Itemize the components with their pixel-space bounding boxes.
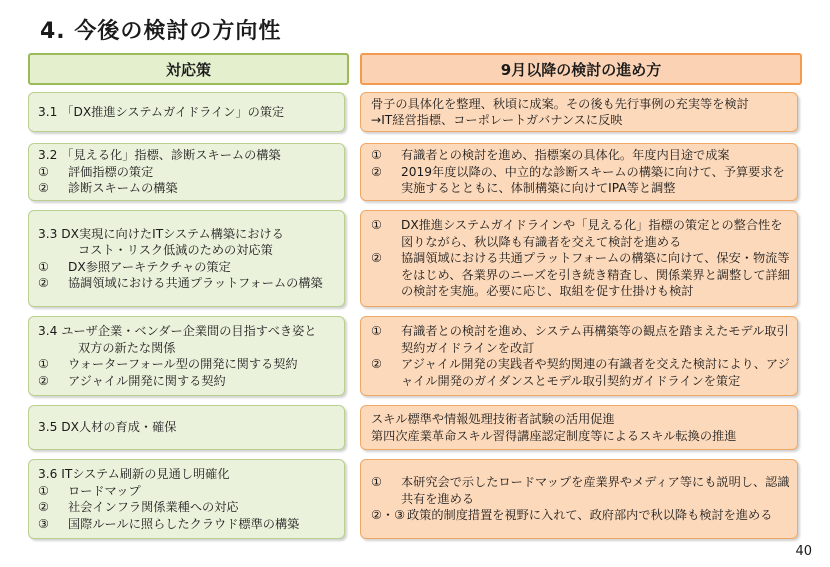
measure-box <box>28 210 345 307</box>
page-title: 4. 今後の検討の方向性 <box>40 19 282 44</box>
plan-line: 第四次産業革命スキル習得講座認定制度等によるスキル転換の推進 <box>371 428 737 443</box>
page-number: 40 <box>795 544 812 559</box>
measure-item: ② 診断スキームの構築 <box>38 181 178 196</box>
plan-item: ① 本研究会で示したロードマップを産業界やメディア等にも説明し、認識共有を進める <box>371 475 790 506</box>
plan-item: ②・③ 政策的制度措置を視野に入れて、政府部内で秋以降も検討を進める <box>371 508 773 523</box>
measure-box <box>28 143 345 201</box>
measure-title: 3.1 「DX推進システムガイドライン」の策定 <box>38 104 285 119</box>
measure-box <box>28 92 345 132</box>
measure-item: ① ロードマップ <box>38 483 141 498</box>
measure-item: ① DX参照アーキテクチャの策定 <box>38 259 231 274</box>
plan-item: ② アジャイル開発の実践者や契約関連の有識者を交えた検討により、アジャイル開発のガイダンスとモデル取引契約ガイドラインを策定 <box>371 357 790 388</box>
plan-box <box>360 316 798 396</box>
plan-item: ② 協調領域における共通プラットフォームの構築に向けて、保安・物流等をはじめ、各業界のニーズを引き続き精査し、関係業界と調整して詳細の検討を実施。必要に応じ、取組を促す仕掛けも検討 <box>371 251 790 299</box>
measure-item: ① ウォーターフォール型の開発に関する契約 <box>38 357 298 371</box>
measure-box <box>28 316 345 396</box>
plan-item: ① DX推進システムガイドラインや「見える化」指標の策定との整合性を図りながら、秋以降も有識者を交えて検討を進める <box>371 218 783 249</box>
measure-title: 3.3 DX実現に向けたITシステム構築における <box>38 226 284 241</box>
plan-box <box>360 92 798 132</box>
header-measures: 対応策 <box>28 53 349 85</box>
plan-box <box>360 459 798 539</box>
measure-title-cont: 双方の新たな関係 <box>78 340 176 355</box>
plan-item: ① 有識者との検討を進め、システム再構築等の観点を踏まえたモデル取引契約ガイドラインを改訂 <box>371 324 789 355</box>
measure-title-cont: コスト・リスク低減のための対応策 <box>78 243 273 257</box>
measure-title: 3.2 「見える化」指標、診断スキームの構築 <box>38 148 281 163</box>
measure-item: ② アジャイル開発に関する契約 <box>38 373 226 388</box>
measure-title: 3.6 ITシステム刷新の見通し明確化 <box>38 467 230 481</box>
plan-item: ② 2019年度以降の、中立的な診断スキームの構築に向けて、予算要求を実施するとともに、体制構築に向けてIPA等と調整 <box>371 164 785 196</box>
header-next-steps: 9月以降の検討の進め方 <box>360 53 802 85</box>
measure-box <box>28 405 345 450</box>
measure-item: ③ 国際ルールに照らしたクラウド標準の構築 <box>38 516 300 531</box>
measure-item: ② 協調領域における共通プラットフォームの構築 <box>38 276 323 290</box>
plan-item: ① 有識者との検討を進め、指標案の具体化。年度内目途で成案 <box>371 148 730 163</box>
plan-line: スキル標準や情報処理技術者試験の活用促進 <box>371 412 615 426</box>
measure-item: ② 社会インフラ関係業種への対応 <box>38 500 239 514</box>
plan-box <box>360 210 798 307</box>
plan-box <box>360 405 798 450</box>
plan-box <box>360 143 798 201</box>
measure-title: 3.5 DX人材の育成・確保 <box>38 420 177 435</box>
plan-line: 骨子の具体化を整理、秋頃に成案。その後も先行事例の充実等を検討 <box>371 96 749 111</box>
measure-title: 3.4 ユーザ企業・ベンダー企業間の目指すべき姿と <box>38 324 317 338</box>
measure-box <box>28 459 345 539</box>
plan-line: →IT経営指標、コーポレートガバナンスに反映 <box>371 113 623 127</box>
measure-item: ① 評価指標の策定 <box>38 164 154 179</box>
